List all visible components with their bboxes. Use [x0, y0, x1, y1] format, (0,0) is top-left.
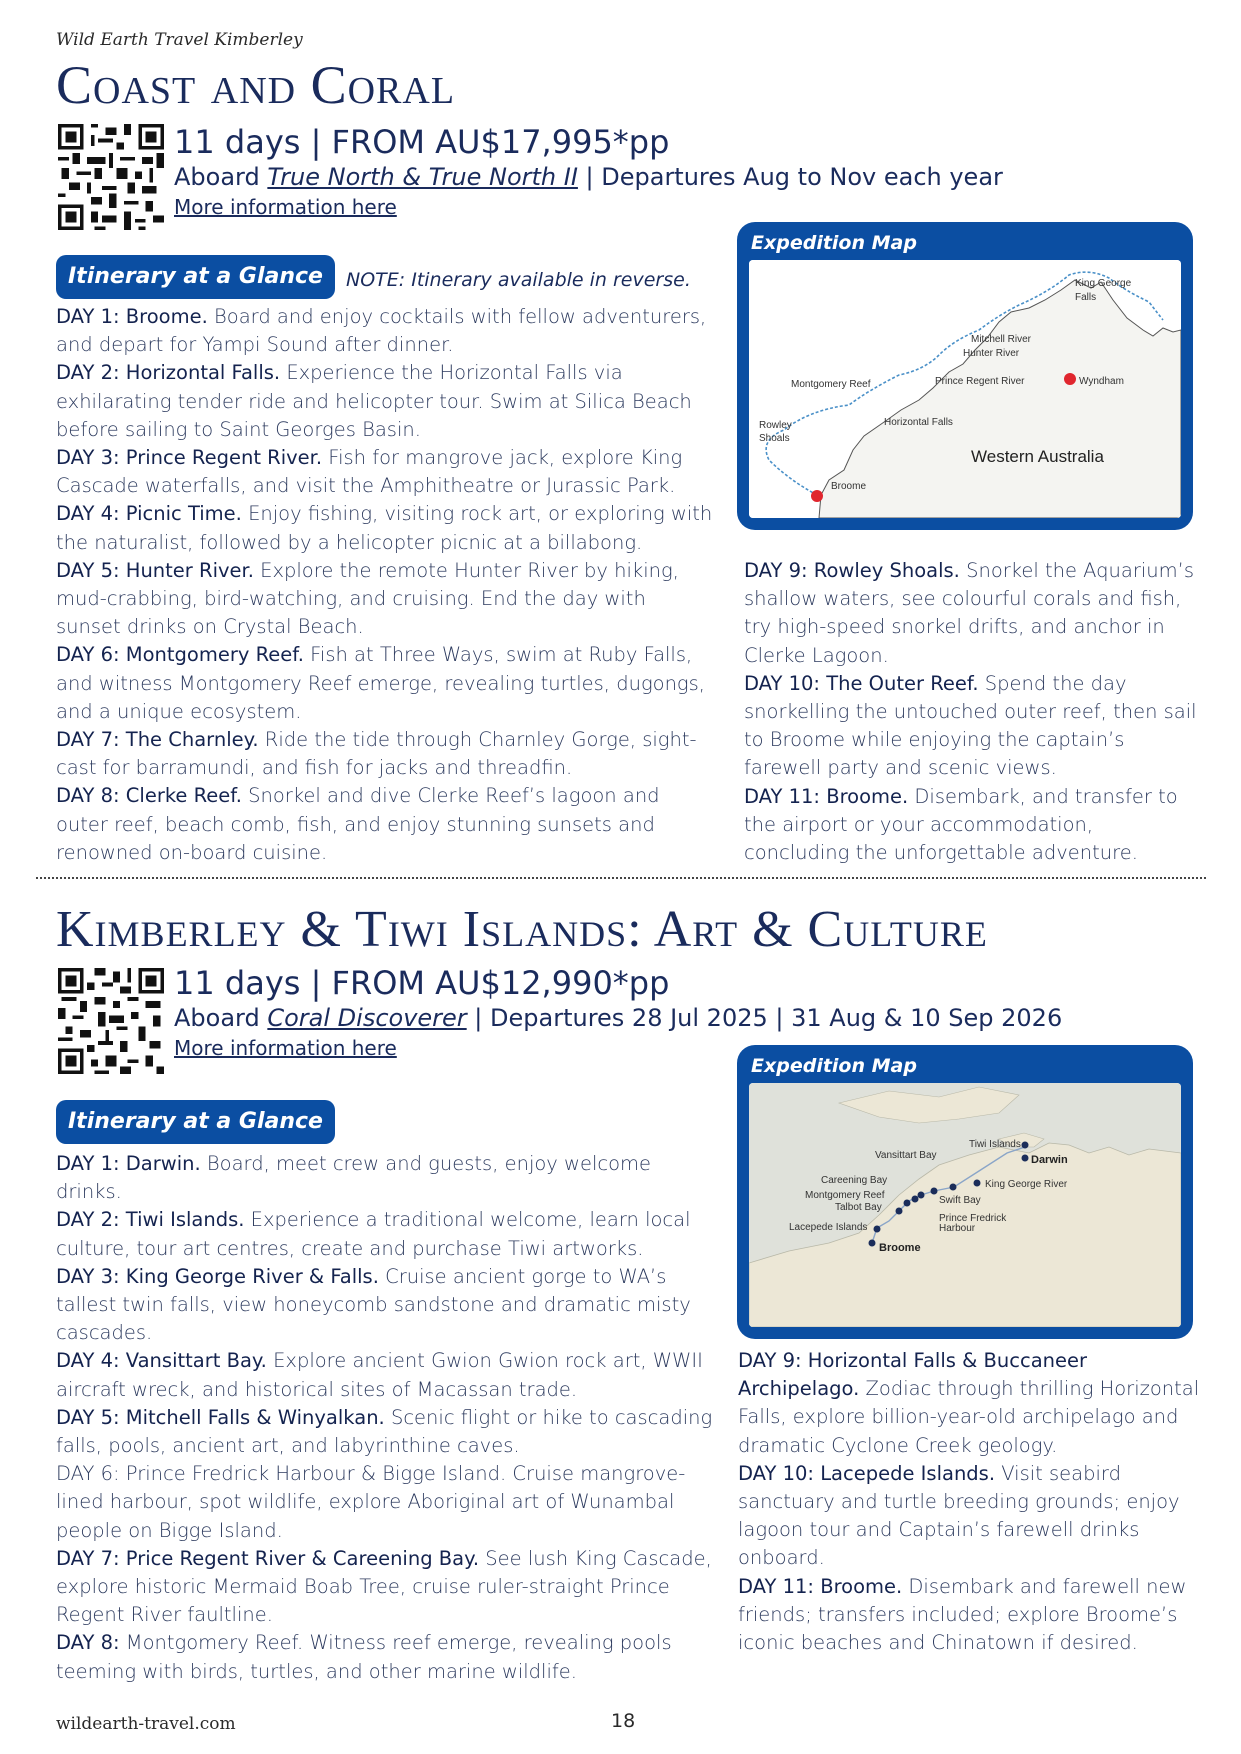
itinerary-day	[56, 782, 716, 867]
trip1-itinerary-left	[56, 303, 716, 867]
day-label: DAY 6: Montgomery Reef.	[56, 643, 304, 667]
day-label: DAY 9: Rowley Shoals.	[744, 559, 960, 582]
day-label: DAY 1: Darwin.	[56, 1152, 201, 1175]
itinerary-day	[56, 1206, 716, 1262]
marker-careening	[918, 1192, 925, 1199]
marker-prince-fredrick	[912, 1196, 919, 1203]
qr-code-icon[interactable]	[58, 124, 164, 230]
map-label-king-george: King George	[1075, 278, 1132, 289]
trip2-map-card	[737, 1045, 1193, 1339]
map-label-horizontal: Horizontal Falls	[884, 417, 953, 428]
day-description: Explore ancient Gwion Gwion rock art, WWII aircraft wreck, and historical sites of Macassan trade.	[56, 1349, 703, 1401]
trip1-ship-link[interactable]: True North & True North II	[267, 163, 578, 191]
itinerary-day	[56, 303, 716, 359]
itinerary-day	[56, 726, 716, 782]
itinerary-day	[738, 1573, 1208, 1658]
itinerary-day	[56, 557, 716, 642]
footer-website[interactable]: wildearth-travel.com	[56, 1714, 236, 1734]
map2-label-careening: Careening Bay	[821, 1175, 888, 1186]
day-label: DAY 1: Broome.	[56, 305, 208, 328]
marker-tiwi	[1022, 1142, 1029, 1149]
day-description: Ride the tide through Charnley Gorge, sight-cast for barramundi, and fish for jacks and threadfin.	[56, 728, 697, 780]
day-description: Fish for mangrove jack, explore King Cascade waterfalls, and visit the Amphitheatre or Jurassic Park.	[56, 446, 683, 498]
map-label-wa: Western Australia	[971, 447, 1104, 466]
itinerary-day	[56, 1460, 716, 1545]
trip2-glance-badge: Itinerary at a Glance	[56, 1100, 335, 1144]
marker-king-george	[974, 1180, 981, 1187]
marker-vansittart	[950, 1184, 957, 1191]
itinerary-day	[56, 641, 716, 726]
day-description: Scenic flight or hike to cascading falls, pools, ancient art, and labyrinthine caves.	[56, 1405, 713, 1458]
map-label-falls: Falls	[1075, 292, 1097, 303]
itinerary-day	[56, 1347, 716, 1403]
day-description: DAY 6: Prince Fredrick Harbour & Bigge Island. Cruise mangrove-lined harbour, spot wildlife, explore Aboriginal art of Wunambal people on Bigge Island.	[56, 1462, 686, 1542]
day-description: Explore the remote Hunter River by hiking, mud-crabbing, bird-watching, and cruising. End the day with sunset drinks on Crystal Beach.	[56, 558, 679, 639]
itinerary-day	[744, 670, 1204, 783]
day-description: Montgomery Reef. Witness reef emerge, revealing pools teeming with birds, turtles, and other marine wildlife.	[56, 1631, 672, 1683]
marker-montgomery	[904, 1200, 911, 1207]
trip1-more-info-link[interactable]: More information here	[174, 195, 397, 219]
itinerary-day	[738, 1460, 1208, 1573]
trip2-itinerary-left	[56, 1150, 716, 1686]
map2-label-montgomery: Montgomery Reef	[805, 1190, 885, 1201]
map2-label-swift: Swift Bay	[939, 1195, 981, 1206]
day-description: Board and enjoy cocktails with fellow adventurers, and depart for Yampi Sound after dinner.	[56, 305, 707, 357]
map-label-prince-regent: Prince Regent River	[935, 376, 1025, 387]
day-label: DAY 10: Lacepede Islands.	[738, 1461, 996, 1485]
day-label: DAY 8:	[56, 1631, 120, 1655]
day-description: Disembark and farewell new friends; transfers included; explore Broome’s iconic beaches and Chinatown if desired.	[738, 1574, 1187, 1655]
section-divider	[36, 877, 1206, 879]
trip1-header	[174, 124, 1003, 220]
map-label-hunter: Hunter River	[963, 348, 1020, 359]
marker-talbot	[896, 1208, 903, 1215]
itinerary-day	[744, 783, 1204, 868]
trip1-map-card	[737, 222, 1193, 530]
qr-code-icon[interactable]	[58, 968, 164, 1074]
day-label: DAY 7: The Charnley.	[56, 728, 259, 752]
marker-broome	[869, 1240, 876, 1247]
day-label: DAY 8: Clerke Reef.	[56, 784, 242, 808]
trip1-departures: | Departures Aug to Nov each year	[577, 163, 1003, 191]
itinerary-day	[56, 1545, 716, 1630]
trip2-ship-line	[174, 1001, 1062, 1035]
map2-label-broome: Broome	[879, 1242, 921, 1254]
day-label: DAY 7: Price Regent River & Careening Bay.	[56, 1546, 480, 1570]
map2-label-king-george: King George River	[985, 1179, 1068, 1190]
map2-label-darwin: Darwin	[1031, 1154, 1068, 1166]
day-description: Fish at Three Ways, swim at Ruby Falls, and witness Montgomery Reef emerge, revealing turtles, dugongs, and a unique ecosystem.	[56, 643, 705, 723]
day-description: Experience a traditional welcome, learn local culture, tour art centres, create and purchase Tiwi artworks.	[56, 1208, 691, 1260]
itinerary-day	[56, 1629, 716, 1685]
day-description: Disembark, and transfer to the airport or your accommodation, concluding the unforgettable adventure.	[744, 784, 1178, 865]
marker-swift	[931, 1188, 938, 1195]
day-label: DAY 3: Prince Regent River.	[56, 446, 323, 470]
day-description: Snorkel the Aquarium’s shallow waters, see colourful corals and fish, try high-speed snorkel drifts, and anchor in Clerke Lagoon.	[744, 559, 1195, 667]
day-label: DAY 2: Tiwi Islands.	[56, 1208, 245, 1232]
marker-darwin	[1022, 1155, 1029, 1162]
day-label: DAY 4: Picnic Time.	[56, 502, 242, 526]
trip2-price: 11 days | FROM AU$12,990*pp	[174, 964, 670, 1002]
day-description: Enjoy fishing, visiting rock art, or exploring with the naturalist, followed by a helicopter picnic at a billabong.	[56, 502, 713, 554]
trip2-more-info-link[interactable]: More information here	[174, 1036, 397, 1060]
day-description: Board, meet crew and guests, enjoy welcome drinks.	[56, 1152, 652, 1204]
trip2-expedition-map	[749, 1083, 1181, 1327]
map2-label-talbot: Talbot Bay	[835, 1202, 882, 1213]
itinerary-day	[56, 1150, 716, 1206]
trip1-map-title: Expedition Map	[751, 232, 917, 254]
itinerary-day	[56, 1263, 716, 1348]
trip1-glance-badge: Itinerary at a Glance	[56, 255, 335, 299]
itinerary-day	[744, 557, 1204, 670]
day-label: DAY 4: Vansittart Bay.	[56, 1349, 267, 1373]
map2-label-lacepede: Lacepede Islands	[789, 1222, 868, 1233]
trip1-reverse-note: NOTE: Itinerary available in reverse.	[346, 269, 691, 291]
trip1-price: 11 days | FROM AU$17,995*pp	[174, 123, 670, 161]
trip2-itinerary-right	[738, 1347, 1208, 1657]
day-description: Visit seabird sanctuary and turtle breeding grounds; enjoy lagoon tour and Captain’s farewell drinks onboard.	[738, 1461, 1180, 1570]
trip2-departures: | Departures 28 Jul 2025 | 31 Aug & 10 Sep 2026	[466, 1004, 1063, 1032]
day-label: DAY 3: King George River & Falls.	[56, 1264, 379, 1288]
itinerary-day	[56, 1404, 716, 1460]
marker-lacepede	[874, 1226, 881, 1233]
day-description: Experience the Horizontal Falls via exhilarating tender ride and helicopter tour. Swim at Silica Beach before sailing to Saint Georges Basin.	[56, 361, 692, 441]
map-label-wyndham: Wyndham	[1079, 376, 1124, 387]
map2-label-harbour: Harbour	[939, 1223, 976, 1234]
map-label-rowley: Rowley	[759, 420, 792, 431]
trip2-ship-link[interactable]: Coral Discoverer	[267, 1004, 467, 1032]
trip1-ship-prefix: Aboard	[174, 163, 268, 191]
itinerary-day	[56, 500, 716, 556]
day-label: DAY 11: Broome.	[744, 784, 909, 808]
day-label: DAY 2: Horizontal Falls.	[56, 361, 281, 385]
trip2-ship-prefix: Aboard	[174, 1004, 268, 1032]
day-description: Snorkel and dive Clerke Reef’s lagoon and outer reef, beach comb, fish, and enjoy stunning sunsets and renowned on-board cuisine.	[56, 784, 660, 864]
itinerary-day	[738, 1347, 1208, 1460]
map-label-broome: Broome	[831, 481, 867, 492]
map2-label-prince-fredrick: Prince Fredrick	[939, 1213, 1007, 1224]
map-label-shoals: Shoals	[759, 433, 790, 444]
trip1-expedition-map	[749, 260, 1181, 518]
trip2-title: Kimberley & Tiwi Islands: Art & Culture	[56, 901, 988, 958]
trip1-itinerary-right	[744, 557, 1204, 867]
day-label: DAY 10: The Outer Reef.	[744, 671, 979, 695]
day-description: Cruise ancient gorge to WA’s tallest twin falls, view honeycomb sandstone and dramatic misty cascades.	[56, 1264, 691, 1345]
day-label: DAY 5: Hunter River.	[56, 558, 254, 582]
itinerary-day	[56, 359, 716, 444]
day-label: DAY 5: Mitchell Falls & Winyalkan.	[56, 1405, 385, 1429]
trip1-title: Coast and Coral	[56, 55, 456, 115]
map2-label-tiwi: Tiwi Islands	[969, 1139, 1021, 1150]
brand-name: Wild Earth Travel Kimberley	[56, 30, 303, 50]
itinerary-day	[56, 444, 716, 500]
day-label: DAY 11: Broome.	[738, 1574, 903, 1598]
broome-marker	[811, 490, 823, 502]
trip2-map-title: Expedition Map	[751, 1055, 917, 1077]
wyndham-marker	[1064, 373, 1076, 385]
map-label-mitchell: Mitchell River	[971, 334, 1032, 345]
day-description: Zodiac through thrilling Horizontal Falls, explore billion-year-old archipelago and dramatic Cyclone Creek geology.	[738, 1377, 1200, 1457]
day-description: See lush King Cascade, explore historic Mermaid Boab Tree, cruise ruler-straight Prince Regent River faultline.	[56, 1546, 712, 1627]
trip1-ship-line	[174, 160, 1003, 194]
map-label-montgomery: Montgomery Reef	[791, 379, 871, 390]
day-label: DAY 9: Horizontal Falls & Buccaneer Archipelago.	[738, 1349, 1088, 1401]
page-number: 18	[611, 1710, 636, 1732]
map2-label-vansittart: Vansittart Bay	[875, 1150, 937, 1161]
day-description: Spend the day snorkelling the untouched outer reef, then sail to Broome while enjoying the captain’s farewell party and scenic views.	[744, 671, 1197, 780]
